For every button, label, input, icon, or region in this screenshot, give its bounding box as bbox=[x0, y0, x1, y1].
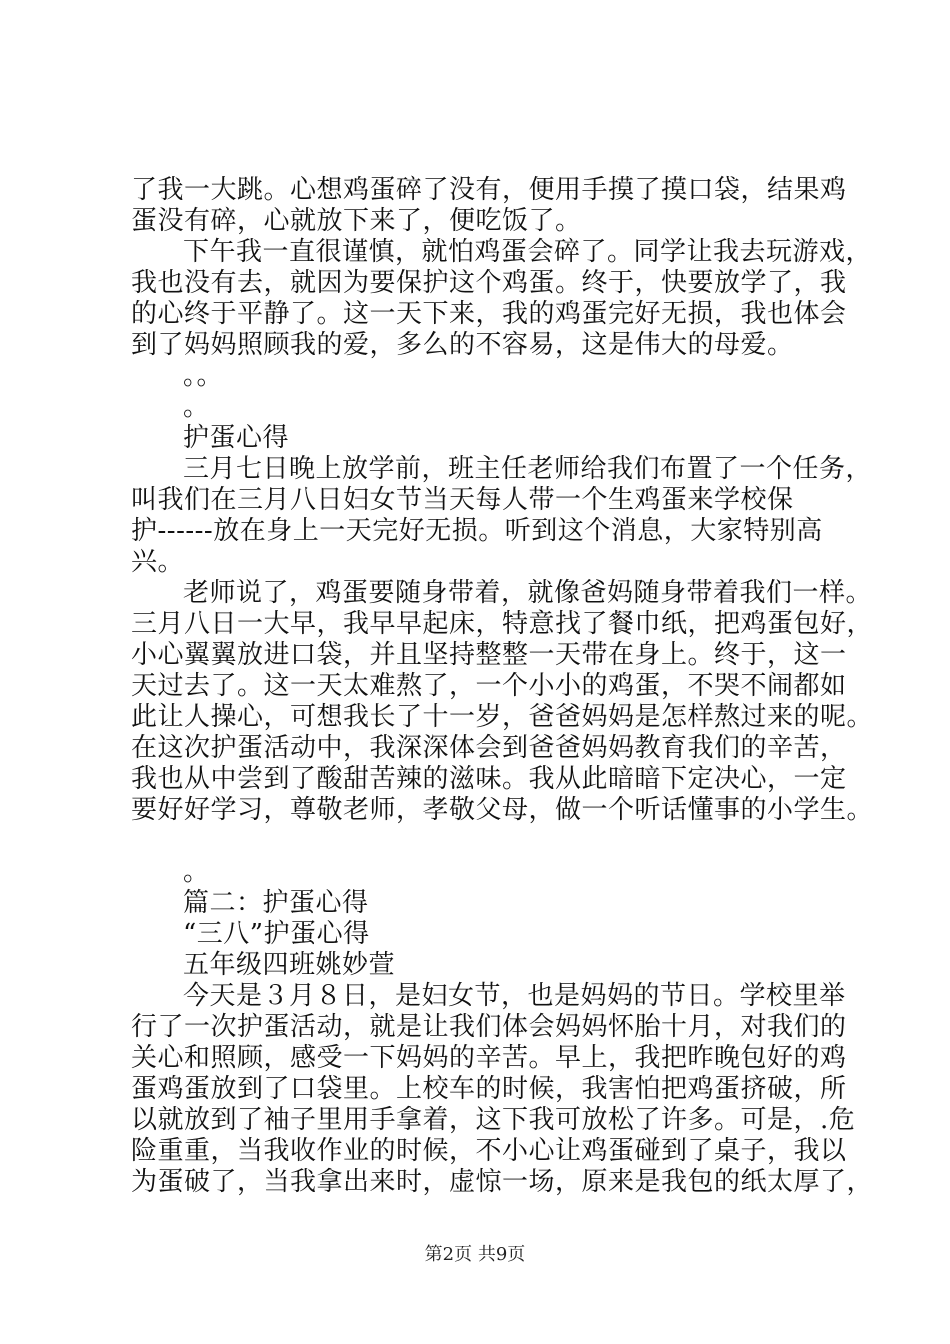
text-line: 蛋鸡蛋放到了口袋里。上校车的时候，我害怕把鸡蛋挤破，所 bbox=[131, 1074, 847, 1104]
text-line: 行了一次护蛋活动，就是让我们体会妈妈怀胎十月，对我们的 bbox=[131, 1012, 847, 1042]
text-line: 为蛋破了，当我拿出来时，虚惊一场，原来是我包的纸太厚了， bbox=[131, 1167, 874, 1197]
text-line: 兴。 bbox=[131, 547, 185, 577]
text-line: 到了妈妈照顾我的爱，多么的不容易，这是伟大的母爱。 bbox=[131, 330, 794, 360]
author-line: 五年级四班姚妙萱 bbox=[183, 950, 396, 980]
article-title: “三八”护蛋心得 bbox=[183, 919, 370, 949]
text-line: 护------放在身上一天完好无损。听到这个消息，大家特别高 bbox=[131, 516, 823, 546]
document-body bbox=[131, 175, 874, 1198]
section-heading: 护蛋心得 bbox=[183, 423, 290, 453]
paragraph-start: 今天是３月８日，是妇女节，也是妈妈的节日。学校里举 bbox=[183, 981, 846, 1011]
text-line: 了我一大跳。心想鸡蛋碎了没有，便用手摸了摸口袋，结果鸡 bbox=[131, 175, 847, 205]
text-line: 蛋没有碎，心就放下来了，便吃饭了。 bbox=[131, 206, 582, 236]
ellipsis-mark: 。。 bbox=[183, 361, 224, 391]
text-line: 的心终于平静了。这一天下来，我的鸡蛋完好无损，我也体会 bbox=[131, 299, 847, 329]
ellipsis-mark: 。 bbox=[183, 392, 210, 422]
text-line: 我也从中尝到了酸甜苦辣的滋味。我从此暗暗下定决心，一定 bbox=[131, 764, 847, 794]
text-line: 三月八日一大早，我早早起床，特意找了餐巾纸，把鸡蛋包好， bbox=[131, 609, 874, 639]
paragraph-start: 三月七日晚上放学前，班主任老师给我们布置了一个任务， bbox=[183, 454, 873, 484]
text-line: 我也没有去，就因为要保护这个鸡蛋。终于，快要放学了，我 bbox=[131, 268, 847, 298]
text-line: 在这次护蛋活动中，我深深体会到爸爸妈妈教育我们的辛苦， bbox=[131, 733, 847, 763]
text-line: 以就放到了袖子里用手拿着，这下我可放松了许多。可是，.危 bbox=[131, 1105, 856, 1135]
text-line: 小心翼翼放进口袋，并且坚持整整一天带在身上。终于，这一 bbox=[131, 640, 847, 670]
text-line: 要好好学习，尊敬老师，孝敬父母，做一个听话懂事的小学生。 bbox=[131, 795, 874, 825]
text-line: 此让人操心，可想我长了十一岁，爸爸妈妈是怎样熬过来的呢。 bbox=[131, 702, 874, 732]
page-number-footer: 第2页 共9页 bbox=[424, 1244, 526, 1265]
text-line: 关心和照顾，感受一下妈妈的辛苦。早上，我把昨晚包好的鸡 bbox=[131, 1043, 847, 1073]
section-heading: 篇二：护蛋心得 bbox=[183, 888, 369, 918]
text-line: 叫我们在三月八日妇女节当天每人带一个生鸡蛋来学校保 bbox=[131, 485, 794, 515]
ellipsis-mark: 。 bbox=[183, 857, 210, 887]
text-line: 险重重，当我收作业的时候，不小心让鸡蛋碰到了桌子，我以 bbox=[131, 1136, 847, 1166]
blank-line bbox=[131, 826, 846, 857]
paragraph-start: 下午我一直很谨慎，就怕鸡蛋会碎了。同学让我去玩游戏， bbox=[183, 237, 873, 267]
paragraph-start: 老师说了，鸡蛋要随身带着，就像爸妈随身带着我们一样。 bbox=[183, 578, 873, 608]
text-line: 天过去了。这一天太难熬了，一个小小的鸡蛋，不哭不闹都如 bbox=[131, 671, 847, 701]
